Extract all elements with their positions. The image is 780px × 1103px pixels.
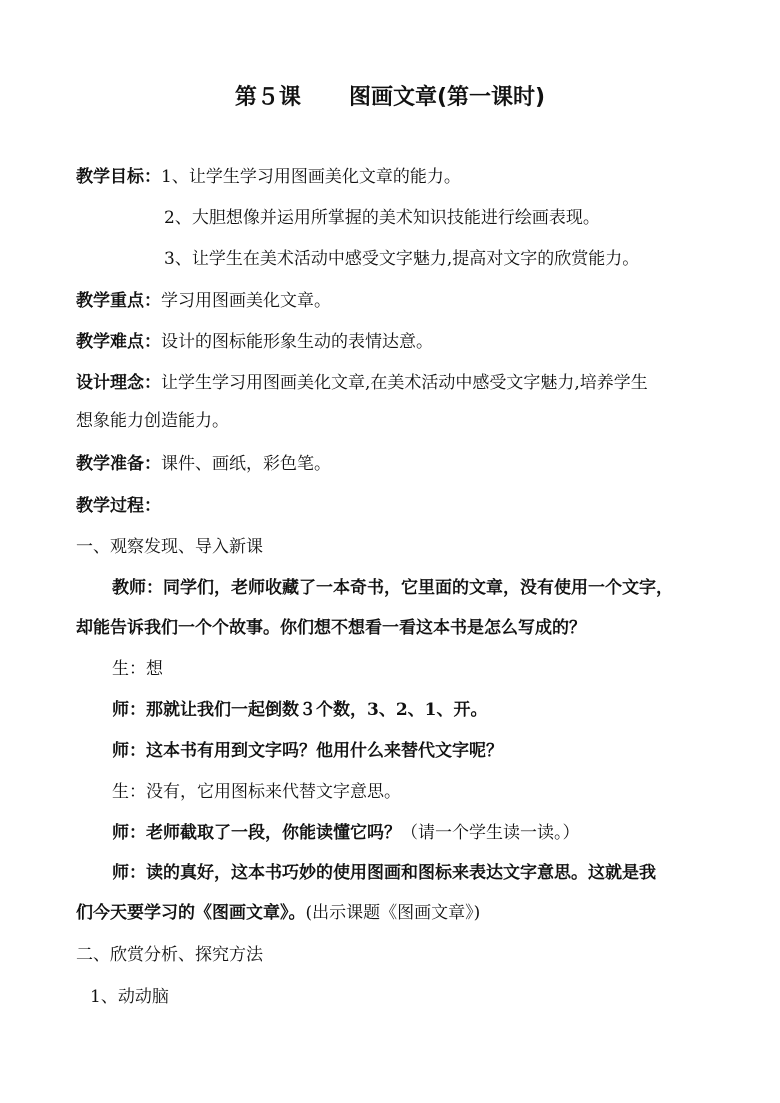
teacher4-line xyxy=(112,821,580,845)
teacher1-line-1: 教师：同学们，老师收藏了一本奇书，它里面的文章，没有使用一个文字， xyxy=(112,578,673,598)
concept-label: 设计理念： xyxy=(76,373,161,393)
section2-heading: 二、欣赏分析、探究方法 xyxy=(76,945,263,965)
teacher5-line-1: 师：读的真好，这本书巧妙的使用图画和图标来表达文字意思。这就是我 xyxy=(112,863,656,883)
teacher4-note: （请一个学生读一读。） xyxy=(401,823,580,843)
section2-sub1: 1、动动脑 xyxy=(90,987,169,1007)
teacher4-speech: 师：老师截取了一段，你能读懂它吗？ xyxy=(112,823,401,843)
teacher2: 师：那就让我们一起倒数３个数，3、2、1、开。 xyxy=(112,700,488,720)
difficulty-line xyxy=(76,330,433,354)
key-point-label: 教学重点： xyxy=(76,291,161,311)
lesson-name: 图画文章(第一课时) xyxy=(348,85,546,110)
objective-item-2: 2、大胆想像并运用所掌握的美术知识技能进行绘画表现。 xyxy=(164,208,600,228)
difficulty-label: 教学难点： xyxy=(76,332,161,352)
objectives-label: 教学目标： xyxy=(76,167,161,187)
process-label: 教学过程： xyxy=(76,496,161,516)
objective-item-3: 3、让学生在美术活动中感受文字魅力,提高对文字的欣赏能力。 xyxy=(164,249,640,269)
teacher5-note: (出示课题《图画文章》) xyxy=(305,903,481,923)
key-point-line xyxy=(76,289,331,313)
teacher1-line-2: 却能告诉我们一个个故事。你们想不想看一看这本书是怎么写成的？ xyxy=(76,618,586,638)
objective-item-1: 1、让学生学习用图画美化文章的能力。 xyxy=(161,167,461,187)
difficulty-text: 设计的图标能形象生动的表情达意。 xyxy=(161,332,433,352)
preparation-text: 课件、画纸，彩色笔。 xyxy=(161,454,331,474)
student2: 生：没有，它用图标来代替文字意思。 xyxy=(112,782,401,802)
section1-heading: 一、观察发现、导入新课 xyxy=(76,537,263,557)
preparation-line xyxy=(76,452,331,476)
teacher5-line-2 xyxy=(76,901,480,925)
lesson-number: 第５课 xyxy=(234,85,301,110)
student1: 生：想 xyxy=(112,659,163,679)
concept-text-1: 让学生学习用图画美化文章,在美术活动中感受文字魅力,培养学生 xyxy=(161,373,648,393)
page-title xyxy=(0,84,780,112)
objectives-line-1 xyxy=(76,165,461,189)
preparation-label: 教学准备： xyxy=(76,454,161,474)
teacher3: 师：这本书有用到文字吗？他用什么来替代文字呢？ xyxy=(112,741,503,761)
concept-text-2: 想象能力创造能力。 xyxy=(76,411,229,431)
key-point-text: 学习用图画美化文章。 xyxy=(161,291,331,311)
teacher5-speech-end: 们今天要学习的《图画文章》。 xyxy=(76,903,306,923)
concept-line-1 xyxy=(76,371,648,395)
